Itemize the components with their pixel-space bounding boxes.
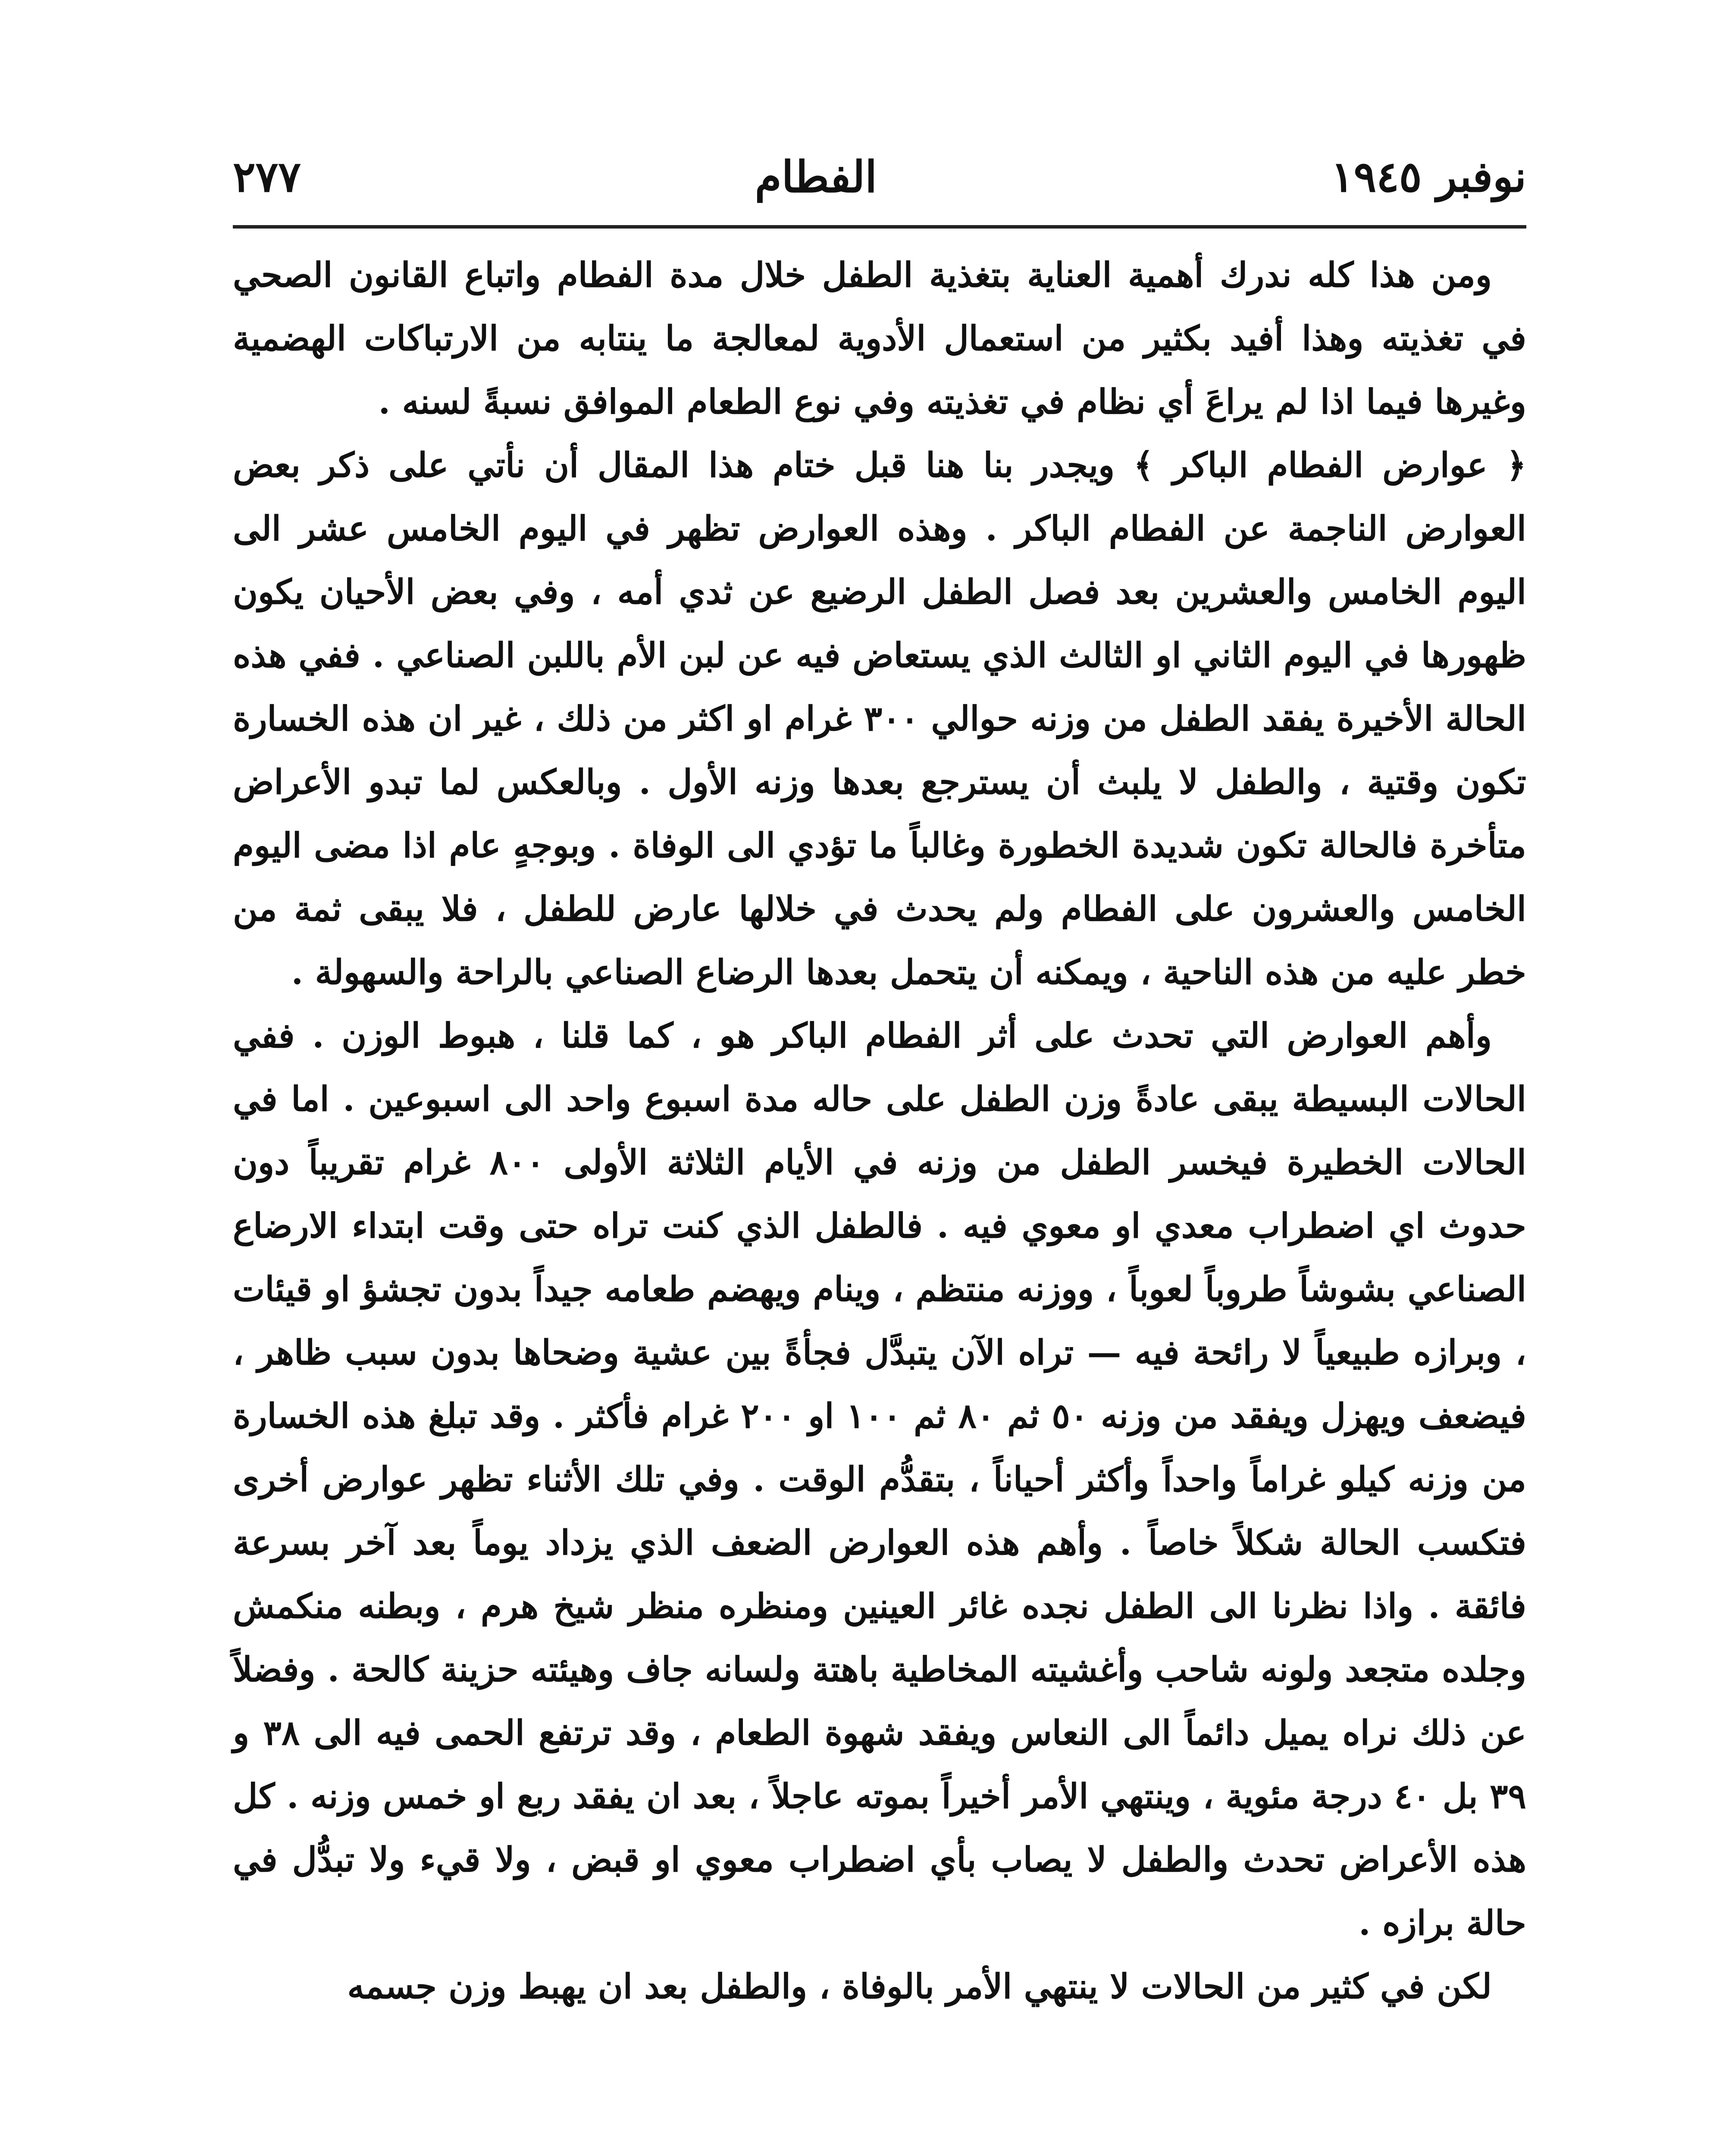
header-rule	[233, 225, 1526, 229]
issue-date: نوفبر ١٩٤٥	[1331, 152, 1526, 202]
paragraph-text: ومن هذا كله ندرك أهمية العناية بتغذية الطفل خلال مدة الفطام واتباع القانون الصحي في تغذيته وهذا أفيد بكثير من استعمال الأدوية لمعالجة ما ينتابه من الارتباكات الهضمية وغيرها فيما اذا لم يراعَ أي نظام في تغذيته وفي نوع الطعام الموافق نسبةً لسنه .	[233, 255, 1526, 422]
paragraph-text: لكن في كثير من الحالات لا ينتهي الأمر بالوفاة ، والطفل بعد ان يهبط وزن جسمه	[347, 1966, 1492, 2006]
article-body	[233, 243, 1526, 2018]
paragraph-1	[233, 243, 1526, 433]
page-number: ٢٧٧	[233, 152, 301, 202]
paragraph-text: وأهم العوارض التي تحدث على أثر الفطام الباكر هو ، كما قلنا ، هبوط الوزن . ففي الحالات البسيطة يبقى عادةً وزن الطفل على حاله مدة اسبوع واحد الى اسبوعين . اما في الحالات الخطيرة فيخسر الطفل من وزنه في الأيام الثلاثة الأولى ٨٠٠ غرام تقريباً دون حدوث اي اضطراب معدي او معوي فيه . فالطفل الذي كنت تراه حتى وقت ابتداء الارضاع الصناعي بشوشاً طروباً لعوباً ، ووزنه منتظم ، وينام ويهضم طعامه جيداً بدون تجشؤ او قيئات ، وبرازه طبيعياً لا رائحة فيه — تراه الآن يتبدَّل فجأةً بين عشية وضحاها بدون سبب ظاهر ، فيضعف ويهزل ويفقد من وزنه ٥٠ ثم ٨٠ ثم ١٠٠ او ٢٠٠ غرام فأكثر . وقد تبلغ هذه الخسارة من وزنه كيلو غراماً واحداً وأكثر أحياناً ، بتقدُّم الوقت . وفي تلك الأثناء تظهر عوارض أخرى فتكسب الحالة شكلاً خاصاً . وأهم هذه العوارض الضعف الذي يزداد يوماً بعد آخر بسرعة فائقة . واذا نظرنا الى الطفل نجده غائر العينين ومنظره منظر شيخ هرم ، وبطنه منكمش وجلده متجعد ولونه شاحب وأغشيته المخاطية باهتة ولسانه جاف وهيئته حزينة كالحة . وفضلاً عن ذلك نراه يميل دائماً الى النعاس ويفقد شهوة الطعام ، وقد ترتفع الحمى فيه الى ٣٨ و ٣٩ بل ٤٠ درجة مئوية ، وينتهي الأمر أخيراً بموته عاجلاً ، بعد ان يفقد ربع او خمس وزنه . كل هذه الأعراض تحدث والطفل لا يصاب بأي اضطراب معوي او قبض ، ولا قيء ولا تبدُّل في حالة برازه .	[233, 1015, 1527, 1943]
paragraph-text: ويجدر بنا هنا قبل ختام هذا المقال أن نأتي على ذكر بعض العوارض الناجمة عن الفطام الباكر . وهذه العوارض تظهر في اليوم الخامس عشر الى اليوم الخامس والعشرين بعد فصل الطفل الرضيع عن ثدي أمه ، وفي بعض الأحيان يكون ظهورها في اليوم الثاني او الثالث الذي يستعاض فيه عن لبن الأم باللبن الصناعي . ففي هذه الحالة الأخيرة يفقد الطفل من وزنه حوالي ٣٠٠ غرام او اكثر من ذلك ، غير ان هذه الخسارة تكون وقتية ، والطفل لا يلبث أن يسترجع بعدها وزنه الأول . وبالعكس لما تبدو الأعراض متأخرة فالحالة تكون شديدة الخطورة وغالباً ما تؤدي الى الوفاة . وبوجهٍ عام اذا مضى اليوم الخامس والعشرون على الفطام ولم يحدث في خلالها عارض للطفل ، فلا يبقى ثمة من خطر عليه من هذه الناحية ، ويمكنه أن يتحمل بعدها الرضاع الصناعي بالراحة والسهولة .	[233, 445, 1527, 992]
journal-page	[233, 138, 1526, 2156]
page-title: الفطام	[755, 151, 877, 202]
paragraph-4	[233, 1955, 1526, 2018]
running-header	[233, 138, 1526, 216]
paragraph-2	[233, 433, 1526, 1004]
section-heading: ﴿ عوارض الفطام الباكر ﴾	[1134, 445, 1526, 485]
paragraph-3	[233, 1004, 1526, 1955]
